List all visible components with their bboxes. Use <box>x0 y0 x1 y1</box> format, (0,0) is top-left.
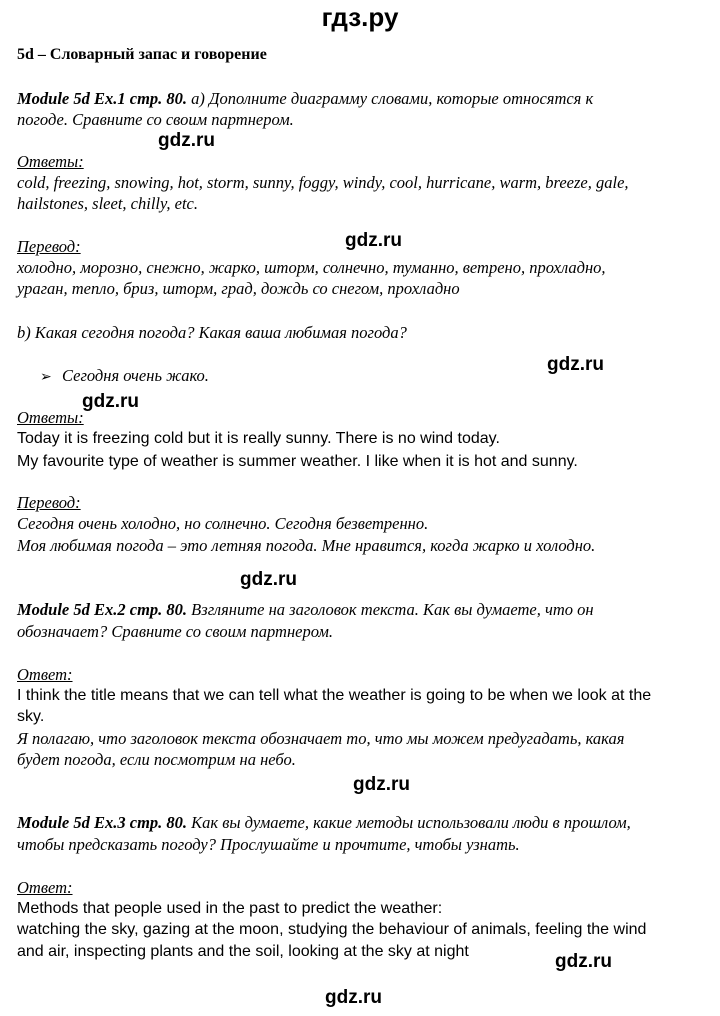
site-title: гдз.ру <box>321 2 399 32</box>
ex1-translation-b-label: Перевод: <box>17 493 81 512</box>
ex2-answer-line1: I think the title means that we can tell what the weather is going to be when we look at the <box>17 687 652 704</box>
ex3-task-ref: Module 5d Ex.3 стр. 80. <box>17 813 188 832</box>
watermark: gdz.ru <box>353 774 410 795</box>
ex1-task-ref: Module 5d Ex.1 стр. 80. <box>17 89 188 108</box>
ex3-answer-label: Ответ: <box>17 878 73 897</box>
ex1-translation-b-line1: Сегодня очень холодно, но солнечно. Сегодня безветренно. <box>17 514 429 533</box>
ex1-answers-b-line2: My favourite type of weather is summer weather. I like when it is hot and sunny. <box>17 453 578 470</box>
ex1-translation-line2: ураган, тепло, бриз, шторм, град, дождь со снегом, прохладно <box>17 279 460 298</box>
ex1-translation-line1: холодно, морозно, снежно, жарко, шторм, солнечно, туманно, ветрено, прохладно, <box>17 258 606 277</box>
ex3-task-line1 <box>17 813 631 833</box>
ex2-translation-line2: будет погода, если посмотрим на небо. <box>17 750 296 769</box>
ex1-task-line2: погоде. Сравните со своим партнером. <box>17 110 294 129</box>
ex2-task-text1: Взгляните на заголовок текста. Как вы думаете, что он <box>187 600 594 619</box>
ex3-answer-line3: and air, inspecting plants and the soil, looking at the sky at night <box>17 943 469 960</box>
watermark: gdz.ru <box>240 569 297 590</box>
section-heading: 5d – Словарный запас и говорение <box>17 46 267 63</box>
watermark: gdz.ru <box>345 230 402 251</box>
ex1-answers-line1: cold, freezing, snowing, hot, storm, sunny, foggy, windy, cool, hurricane, warm, breeze, gale, <box>17 173 629 192</box>
ex2-task-line2: обозначает? Сравните со своим партнером. <box>17 622 333 641</box>
ex2-answer-label: Ответ: <box>17 665 73 684</box>
ex3-task-line2: чтобы предсказать погоду? Прослушайте и прочтите, чтобы узнать. <box>17 835 520 854</box>
ex1-answers-label: Ответы: <box>17 152 84 171</box>
ex1-answers-b-label: Ответы: <box>17 408 84 427</box>
ex1-bullet-text: Сегодня очень жако. <box>62 366 209 385</box>
ex1-translation-b-line2: Моя любимая погода – это летняя погода. Мне нравится, когда жарко и холодно. <box>17 536 596 555</box>
ex1-answers-b-line1: Today it is freezing cold but it is really sunny. There is no wind today. <box>17 430 500 447</box>
watermark: gdz.ru <box>82 391 139 412</box>
ex1-task-line1 <box>17 89 593 109</box>
ex2-translation-line1: Я полагаю, что заголовок текста обозначает то, что мы можем предугадать, какая <box>17 729 625 748</box>
ex2-task-ref: Module 5d Ex.2 стр. 80. <box>17 600 188 619</box>
ex1-translation-label: Перевод: <box>17 237 81 256</box>
ex3-answer-line1: Methods that people used in the past to predict the weather: <box>17 900 443 917</box>
ex3-task-text1: Как вы думаете, какие методы использовали люди в прошлом, <box>187 813 631 832</box>
ex1-task-text1: а) Дополните диаграмму словами, которые относятся к <box>187 89 594 108</box>
watermark: gdz.ru <box>158 130 215 151</box>
watermark: gdz.ru <box>325 987 382 1008</box>
watermark: gdz.ru <box>555 951 612 972</box>
ex2-task-line1 <box>17 600 594 620</box>
watermark: gdz.ru <box>547 354 604 375</box>
bullet-arrow-icon: ➢ <box>40 370 52 385</box>
ex1-part-b: b) Какая сегодня погода? Какая ваша любимая погода? <box>17 323 407 342</box>
ex2-answer-line2: sky. <box>17 708 45 725</box>
ex3-answer-line2: watching the sky, gazing at the moon, studying the behaviour of animals, feeling the wind <box>17 921 647 938</box>
ex1-answers-line2: hailstones, sleet, chilly, etc. <box>17 194 199 213</box>
